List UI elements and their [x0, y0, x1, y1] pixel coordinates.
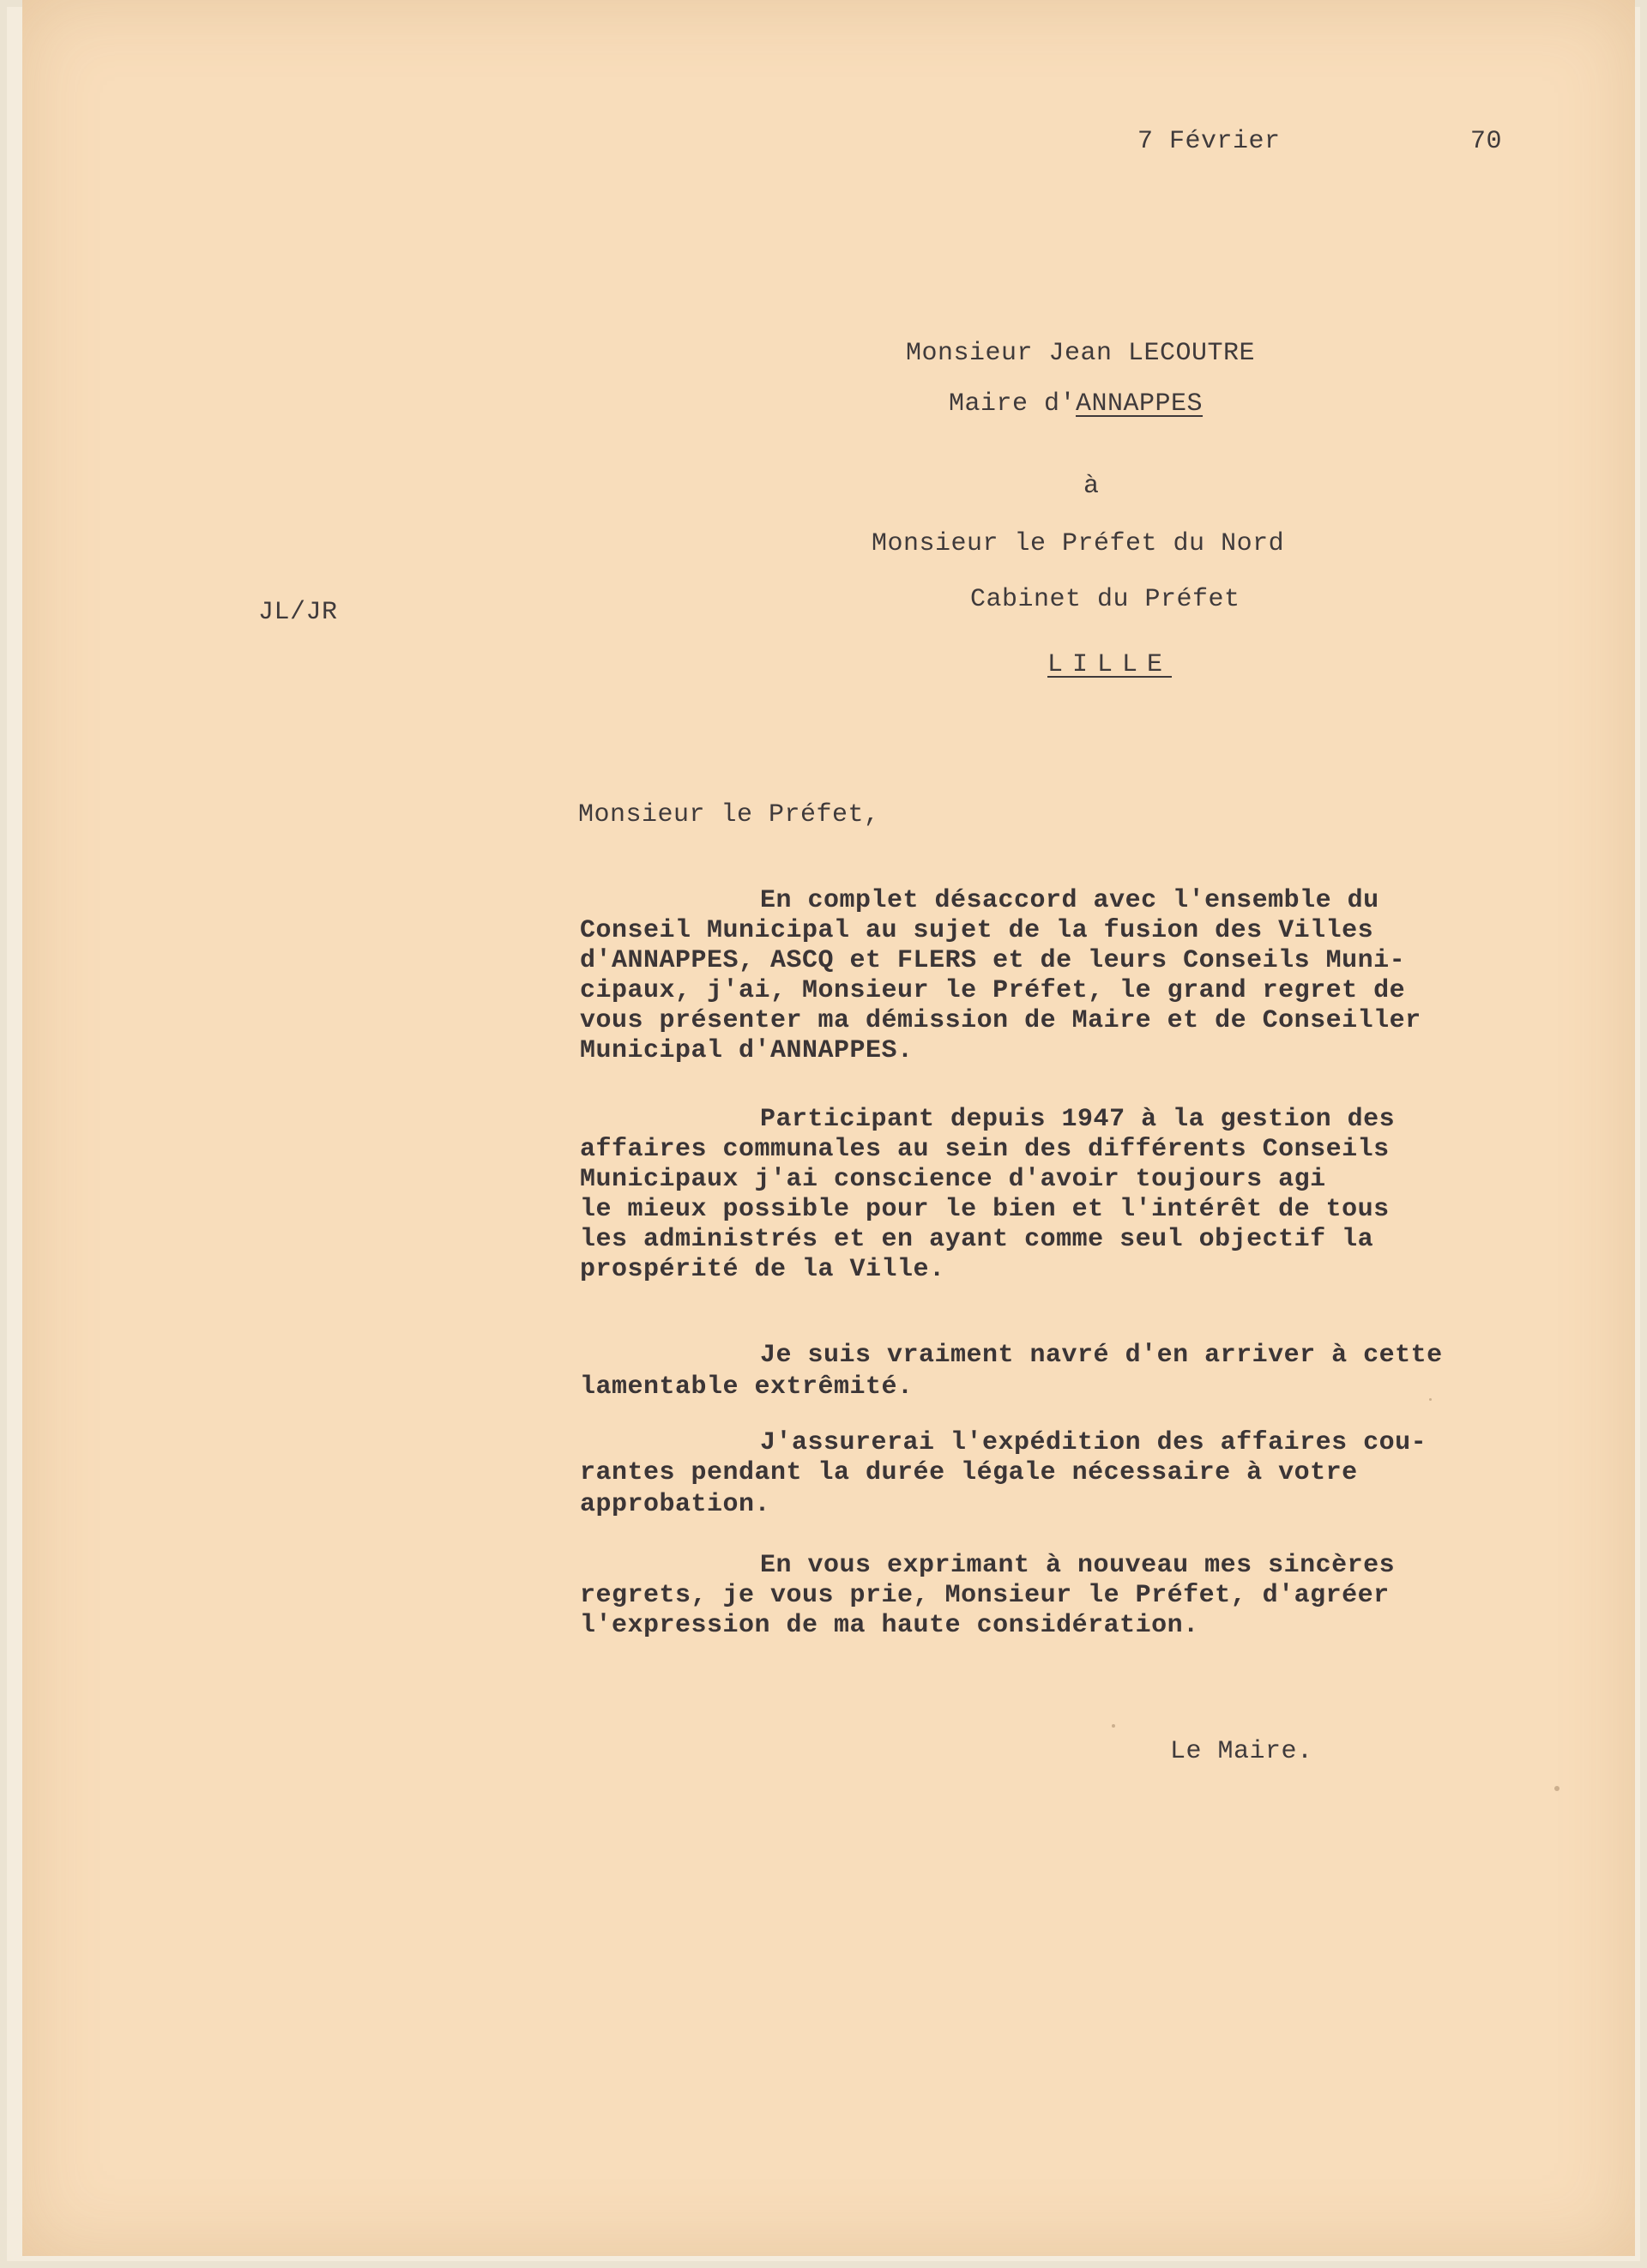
paragraph-line: lamentable extrêmité.: [580, 1372, 914, 1402]
paragraph-line: Participant depuis 1947 à la gestion des: [760, 1105, 1396, 1134]
sender-title-prefix: Maire d': [949, 389, 1077, 419]
paragraph-line: prospérité de la Ville.: [580, 1255, 945, 1284]
paragraph-line: l'expression de ma haute considération.: [580, 1611, 1199, 1640]
recipient-name: Monsieur le Préfet du Nord: [872, 529, 1285, 558]
paragraph-line: regrets, je vous prie, Monsieur le Préfet, d'agréer: [580, 1581, 1390, 1610]
sender-name: Monsieur Jean LECOUTRE: [906, 339, 1256, 368]
salutation: Monsieur le Préfet,: [578, 800, 880, 829]
paragraph-line: Conseil Municipal au sujet de la fusion des Villes: [580, 916, 1374, 945]
paragraph-line: Je suis vraiment navré d'en arriver à cette: [760, 1341, 1443, 1370]
address-connector: à: [1083, 472, 1100, 501]
paragraph-line: cipaux, j'ai, Monsieur le Préfet, le grand regret de: [580, 976, 1406, 1005]
paper-speck: [1554, 1786, 1560, 1791]
paragraph-line: d'ANNAPPES, ASCQ et FLERS et de leurs Conseils Muni-: [580, 946, 1406, 975]
paragraph-line: affaires communales au sein des différents Conseils: [580, 1135, 1390, 1164]
letter-date-day: 7 Février: [1137, 127, 1281, 156]
paragraph-line: vous présenter ma démission de Maire et de Conseiller: [580, 1006, 1421, 1035]
paragraph-line: En vous exprimant à nouveau mes sincères: [760, 1551, 1396, 1580]
reference-initials: JL/JR: [258, 598, 338, 627]
letter-date-year: 70: [1470, 127, 1503, 156]
sender-title: [949, 389, 1203, 419]
closing-signature: Le Maire.: [1170, 1737, 1313, 1766]
recipient-city: LILLE: [1047, 650, 1173, 679]
paper-speck: [1429, 1398, 1432, 1401]
paragraph-line: les administrés et en ayant comme seul objectif la: [580, 1225, 1374, 1254]
paragraph-line: le mieux possible pour le bien et l'intérêt de tous: [580, 1195, 1390, 1224]
paragraph-line: approbation.: [580, 1490, 771, 1519]
paragraph-line: Municipal d'ANNAPPES.: [580, 1036, 914, 1065]
recipient-office: Cabinet du Préfet: [970, 585, 1240, 614]
paragraph-line: rantes pendant la durée légale nécessaire à votre: [580, 1458, 1358, 1487]
letter-page: [22, 0, 1635, 2256]
paper-speck: [1112, 1724, 1115, 1728]
paragraph-line: J'assurerai l'expédition des affaires cou-: [760, 1428, 1427, 1457]
sender-town: ANNAPPES: [1076, 389, 1204, 419]
paragraph-line: En complet désaccord avec l'ensemble du: [760, 886, 1379, 915]
paragraph-line: Municipaux j'ai conscience d'avoir toujours agi: [580, 1165, 1326, 1194]
